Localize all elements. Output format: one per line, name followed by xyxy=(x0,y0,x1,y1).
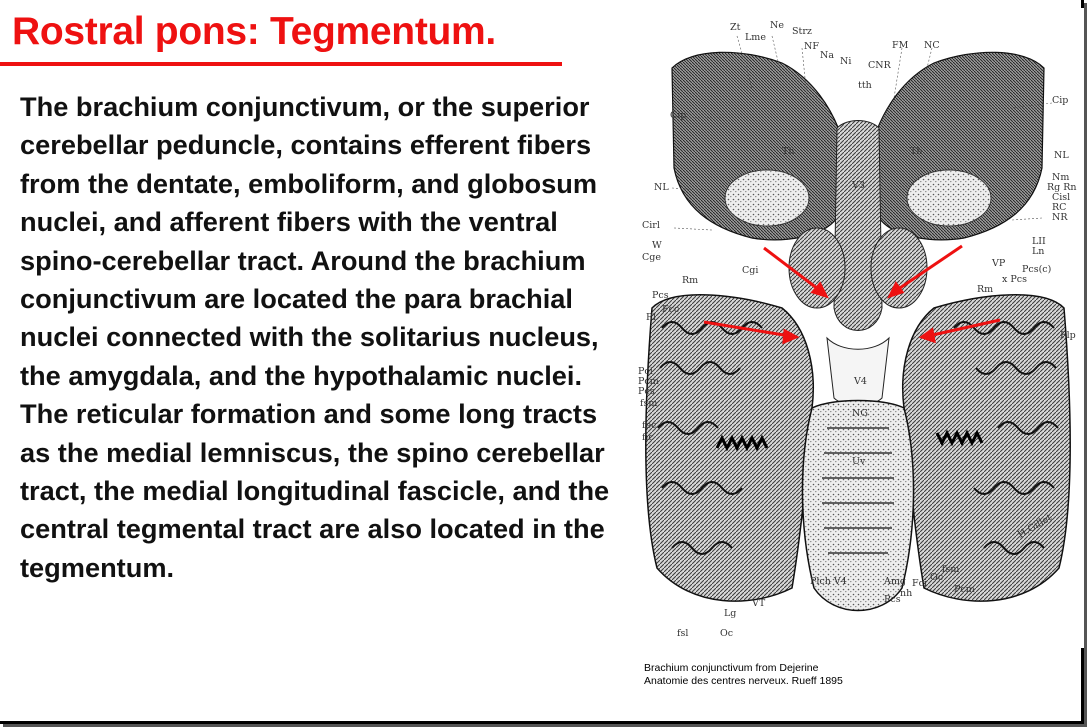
label-oc-right: Oc xyxy=(930,572,944,583)
label-nh: nh xyxy=(900,588,913,599)
label-rl: Rl xyxy=(646,312,657,323)
label-pcm-left: Pcm xyxy=(638,376,659,387)
label-ng: NG xyxy=(852,408,868,419)
label-rc: RC xyxy=(1052,202,1067,213)
label-cgi: Cgi xyxy=(742,265,759,276)
label-lii: LII xyxy=(1032,236,1046,247)
label-uv: Uv xyxy=(852,456,866,467)
label-lg: Lg xyxy=(724,608,737,619)
figure-caption xyxy=(644,662,843,688)
label-pci: Pci xyxy=(638,366,653,377)
label-lme: Lme xyxy=(745,32,766,43)
label-v4: V4 xyxy=(854,376,867,387)
brainstem-section-figure xyxy=(632,8,1084,648)
label-rm-right: Rm xyxy=(977,284,994,295)
label-fsm-left: fsm xyxy=(640,398,658,409)
label-th-right: Th xyxy=(910,146,923,157)
label-vp: VP xyxy=(992,258,1006,269)
label-fec: fec xyxy=(642,420,657,431)
label-fic: fic xyxy=(642,432,654,443)
label-fci: Fci xyxy=(912,578,927,589)
label-rm-left: Rm xyxy=(682,275,699,286)
label-cirl: Cirl xyxy=(642,220,660,231)
label-fsl: fsl xyxy=(677,628,689,639)
label-rgrn: Rg Rn xyxy=(1047,182,1077,193)
label-pcs-bottom: Pcs xyxy=(884,594,901,605)
label-w: W xyxy=(652,240,662,251)
label-xpcs: x Pcs xyxy=(1002,274,1027,285)
label-pcs-c: Pcs(c) xyxy=(1022,264,1052,275)
caption-line-2: Anatomie des centres nerveux. Rueff 1895 xyxy=(644,675,843,687)
label-oc-bottom: Oc xyxy=(720,628,734,639)
slide-title: Rostral pons: Tegmentum. xyxy=(12,10,496,53)
label-nf: NF xyxy=(804,41,819,52)
label-nl-right: NL xyxy=(1054,150,1069,161)
label-signature: H.Gillet xyxy=(1016,512,1054,541)
label-strz: Strz xyxy=(792,26,812,37)
anatomical-illustration xyxy=(632,8,1084,648)
label-nc: NC xyxy=(924,40,940,51)
caption-line-1: Brachium conjunctivum from Dejerine xyxy=(644,662,819,674)
label-nm: Nm xyxy=(1052,172,1070,183)
label-flp: Flp xyxy=(1060,330,1076,341)
label-ne: Ne xyxy=(770,20,784,31)
central-column xyxy=(834,121,882,331)
label-cnr: CNR xyxy=(868,60,891,71)
body-paragraph: The brachium conjunctivum, or the superior cerebellar peduncle, contains efferent fibers from the dentate, emboliform, and globosum nuclei, and afferent fibers with the ventral spino-cerebellar tract. Around the brachium conjunctivum are located the para brachial nuclei connected with the solitarius nucleus, the amygdala, and the hypothalamic nuclei. The reticular formation and some long tracts as the medial lemniscus, the spino cerebellar tract, the medial longitudinal fascicle, and the central tegmental tract are also located in the tegmentum. xyxy=(20,91,610,583)
label-pcs-left: Pcs xyxy=(652,290,669,301)
label-fsm-right: fsm xyxy=(942,564,960,575)
label-cip-right: Cip xyxy=(1052,95,1069,106)
title-underline xyxy=(0,62,562,66)
label-v3: V3 xyxy=(852,180,865,191)
label-tth: tth xyxy=(858,80,872,91)
label-amg: Amg xyxy=(884,576,906,587)
label-pcs-mid: Pcs xyxy=(638,386,655,397)
label-ni: Ni xyxy=(840,56,852,67)
label-ln: Ln xyxy=(1032,246,1045,257)
right-nucleus xyxy=(907,170,991,226)
label-na: Na xyxy=(820,50,834,61)
label-cip-left: Cip xyxy=(670,110,687,121)
label-pcm-right: Pcm xyxy=(954,584,975,595)
right-peduncle xyxy=(871,228,927,308)
label-nl-left: NL xyxy=(654,182,669,193)
left-nucleus xyxy=(725,170,809,226)
label-cge: Cge xyxy=(642,252,661,263)
label-zt: Zt xyxy=(730,22,741,33)
label-cisl: Cisl xyxy=(1052,192,1071,203)
fourth-ventricle xyxy=(827,338,889,406)
left-peduncle xyxy=(789,228,845,308)
label-th-left: Th xyxy=(782,146,795,157)
label-vt: VT xyxy=(752,598,766,609)
right-cerebellum xyxy=(903,295,1070,601)
label-fcc: Fcc xyxy=(662,304,680,315)
label-nr: NR xyxy=(1052,212,1068,223)
label-plch: Plch V4 xyxy=(810,576,847,587)
label-fm: FM xyxy=(892,40,909,51)
